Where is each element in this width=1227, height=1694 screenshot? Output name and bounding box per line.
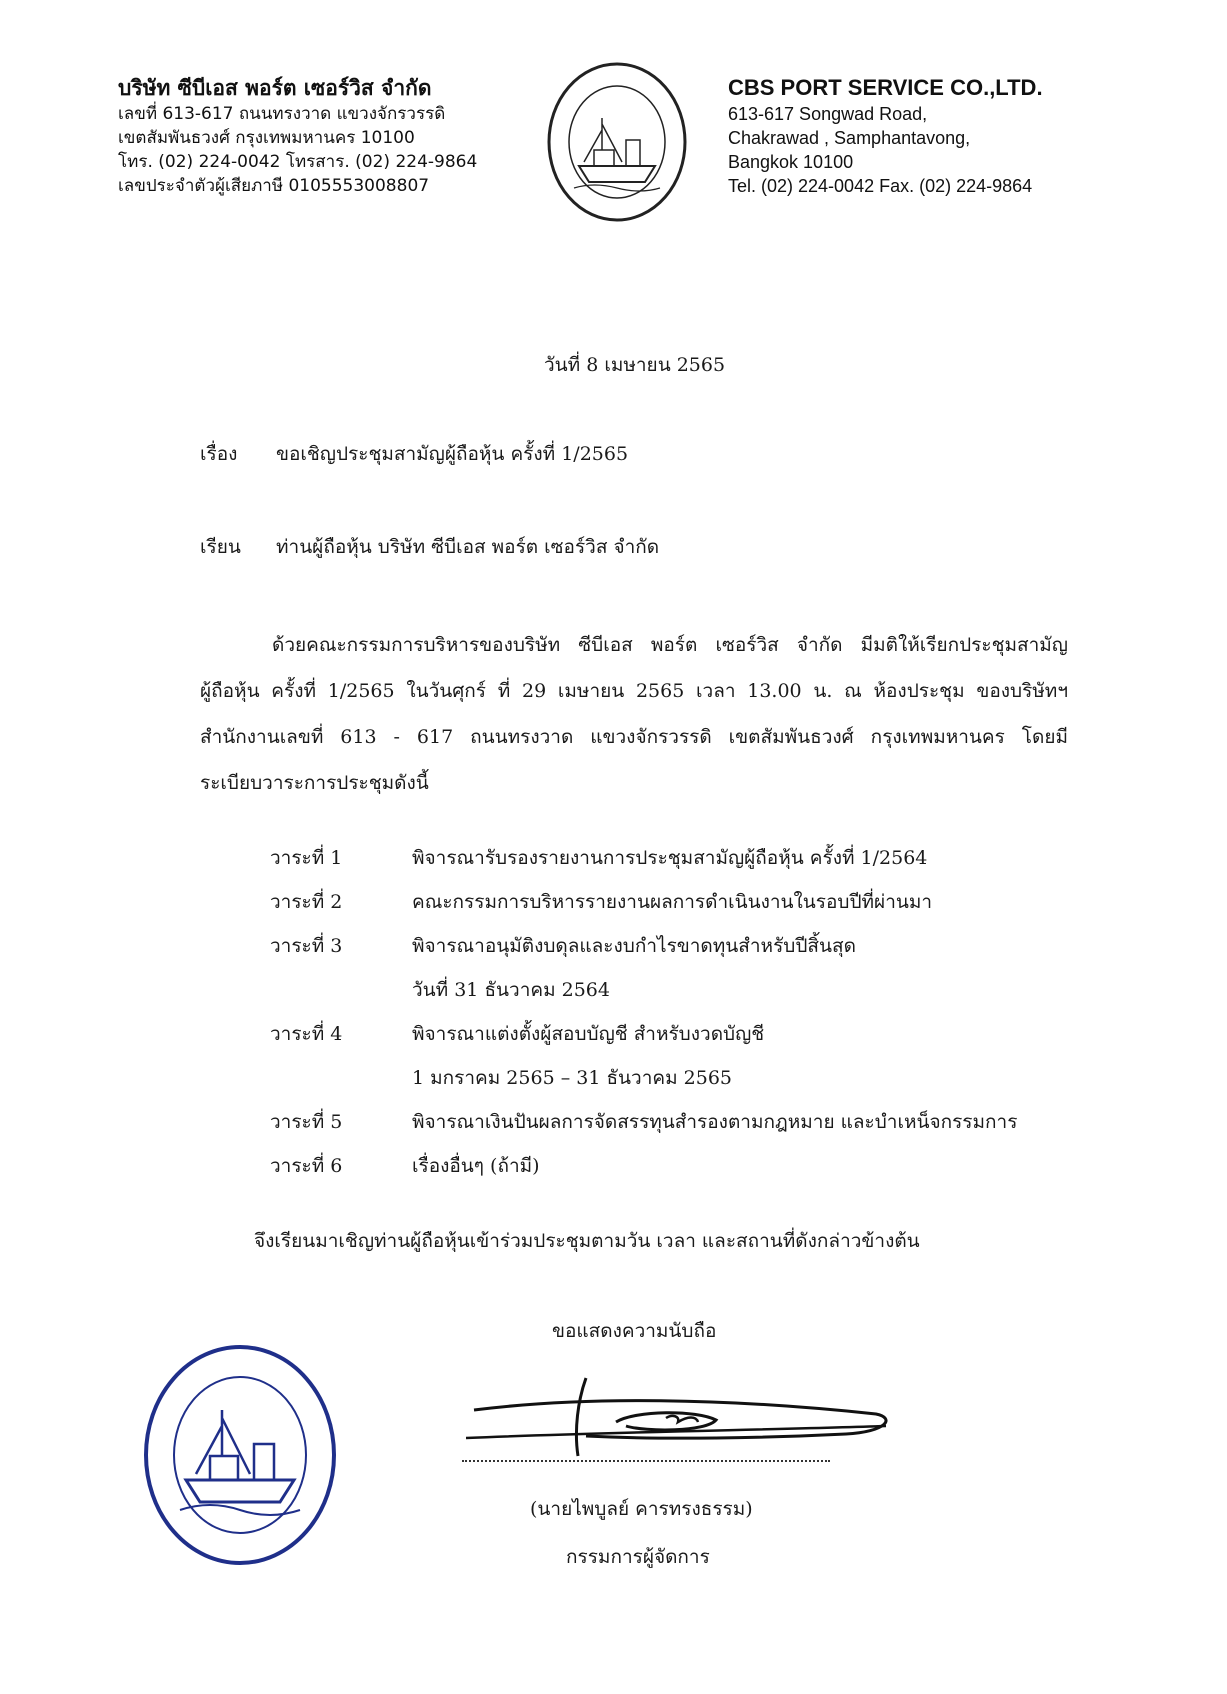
address-english-line-3: Bangkok 10100	[728, 152, 854, 172]
phone-english: Tel. (02) 224-0042 Fax. (02) 224-9864	[728, 176, 1033, 196]
recipient-label: เรียน	[200, 536, 241, 558]
agenda-number: วาระที่ 3	[270, 935, 343, 957]
address-english-line-1: 613-617 Songwad Road,	[728, 104, 928, 124]
agenda-number: วาระที่ 2	[270, 891, 343, 913]
paragraph-line: สำนักงานเลขที่ 613 - 617 ถนนทรงวาด แขวงจักรวรรดิ เขตสัมพันธวงศ์ กรุงเทพมหานคร โดยมี	[200, 726, 1068, 748]
company-name-thai: บริษัท ซีบีเอส พอร์ต เซอร์วิส จำกัด	[118, 76, 432, 100]
letterhead-thai	[118, 74, 477, 198]
tax-id-thai: เลขประจำตัวผู้เสียภาษี 0105553008807	[118, 176, 430, 196]
agenda-text: พิจารณาเงินปันผลการจัดสรรทุนสำรองตามกฎหมาย และบำเหน็จกรรมการ	[412, 1111, 1018, 1133]
company-name-english: CBS PORT SERVICE CO.,LTD.	[728, 75, 1043, 100]
paragraph-line: ผู้ถือหุ้น ครั้งที่ 1/2565 ในวันศุกร์ ที่ 29 เมษายน 2565 เวลา 13.00 น. ณ ห้องประชุม ของบริษัทฯ	[200, 680, 1068, 702]
subject-label: เรื่อง	[200, 443, 238, 465]
signature	[466, 1370, 896, 1460]
paragraph-line: ระเบียบวาระการประชุมดังนี้	[200, 772, 429, 794]
letterhead-english	[728, 74, 1043, 198]
address-english-line-2: Chakrawad , Samphantavong,	[728, 128, 971, 148]
regards-text: ขอแสดงความนับถือ	[552, 1320, 717, 1342]
company-seal-logo	[544, 58, 690, 226]
signature-line	[462, 1460, 830, 1462]
address-thai-line-2: เขตสัมพันธวงศ์ กรุงเทพมหานคร 10100	[118, 128, 415, 148]
agenda-text-continued: วันที่ 31 ธันวาคม 2564	[412, 979, 610, 1001]
subject-value: ขอเชิญประชุมสามัญผู้ถือหุ้น ครั้งที่ 1/2565	[276, 443, 629, 465]
company-stamp	[140, 1340, 340, 1570]
agenda-number: วาระที่ 1	[270, 847, 343, 869]
agenda-text: พิจารณารับรองรายงานการประชุมสามัญผู้ถือหุ้น ครั้งที่ 1/2564	[412, 847, 928, 869]
agenda-number: วาระที่ 4	[270, 1023, 343, 1045]
body-paragraph	[200, 622, 1068, 806]
agenda-text-continued: 1 มกราคม 2565 – 31 ธันวาคม 2565	[412, 1067, 733, 1089]
signer-title: กรรมการผู้จัดการ	[566, 1546, 710, 1568]
agenda-text: คณะกรรมการบริหารรายงานผลการดำเนินงานในรอบปีที่ผ่านมา	[412, 891, 933, 913]
agenda-text: เรื่องอื่นๆ (ถ้ามี)	[412, 1155, 540, 1177]
agenda-number: วาระที่ 5	[270, 1111, 343, 1133]
phone-thai: โทร. (02) 224-0042 โทรสาร. (02) 224-9864	[118, 152, 478, 172]
recipient-value: ท่านผู้ถือหุ้น บริษัท ซีบีเอส พอร์ต เซอร์วิส จำกัด	[276, 536, 660, 558]
letter-date: วันที่ 8 เมษายน 2565	[544, 354, 726, 376]
paragraph-line: ด้วยคณะกรรมการบริหารของบริษัท ซีบีเอส พอร์ต เซอร์วิส จำกัด มีมติให้เรียกประชุมสามัญ	[272, 634, 1068, 656]
agenda-number: วาระที่ 6	[270, 1155, 343, 1177]
address-thai-line-1: เลขที่ 613-617 ถนนทรงวาด แขวงจักรวรรดิ	[118, 104, 446, 124]
agenda-text: พิจารณาแต่งตั้งผู้สอบบัญชี สำหรับงวดบัญชี	[412, 1023, 765, 1045]
closing-sentence: จึงเรียนมาเชิญท่านผู้ถือหุ้นเข้าร่วมประชุมตามวัน เวลา และสถานที่ดังกล่าวข้างต้น	[254, 1230, 920, 1252]
signer-name: (นายไพบูลย์ คารทรงธรรม)	[530, 1498, 753, 1520]
agenda-text: พิจารณาอนุมัติงบดุลและงบกำไรขาดทุนสำหรับปีสิ้นสุด	[412, 935, 856, 957]
